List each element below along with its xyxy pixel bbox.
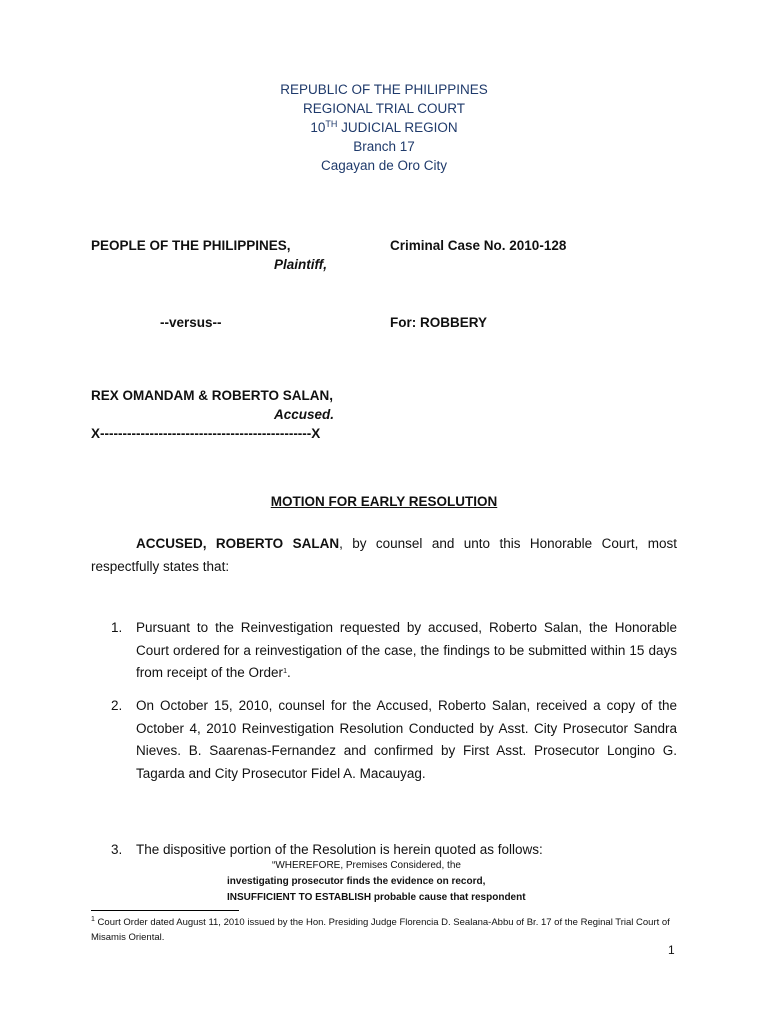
footnote-text: Court Order dated August 11, 2010 issued by the Hon. Presiding Judge Florencia D. Sealana-Abbu of Br. 17 of the Reginal Trial Court of Misamis Oriental. (91, 917, 670, 943)
list-item (91, 695, 677, 785)
item-text: On October 15, 2010, counsel for the Accused, Roberto Salan, received a copy of the October 4, 2010 Reinvestigation Resolution Conducted by Asst. City Prosecutor Sandra Nieves. B. Saarenas-Fernandez and confirmed by First Asst. Prosecutor Longino G. Tagarda and City Prosecutor Fidel A. Macauyag. (136, 698, 677, 781)
header-court: REGIONAL TRIAL COURT (302, 101, 466, 116)
accused-name: REX OMANDAM & ROBERTO SALAN, (91, 388, 334, 403)
case-number: Criminal Case No. 2010-128 (390, 238, 567, 253)
footnote (91, 915, 677, 945)
header-city: Cagayan de Oro City (320, 158, 448, 173)
item-text: Pursuant to the Reinvestigation requested by accused, Roberto Salan, the Honorable Court ordered for a reinvestigation of the case, the findings to be submitted within 15 days from receipt of the Order (136, 620, 677, 680)
intro-paragraph (91, 532, 677, 578)
header-republic: REPUBLIC OF THE PHILIPPINES (280, 82, 488, 97)
header-region: 10TH JUDICIAL REGION (310, 119, 458, 135)
quote-line3: INSUFFICIENT TO ESTABLISH probable cause that respondent (227, 892, 526, 903)
item-number: 1. (111, 620, 123, 635)
plaintiff-role: Plaintiff, (274, 257, 328, 272)
caption-separator: X-----------------------------------------------X (91, 426, 321, 441)
accused-role: Accused. (274, 407, 335, 422)
item-text: The dispositive portion of the Resolution is herein quoted as follows: (136, 842, 543, 857)
plaintiff-name: PEOPLE OF THE PHILIPPINES, (91, 238, 291, 253)
item-number: 2. (111, 698, 123, 713)
charge-label: For: ROBBERY (390, 315, 487, 330)
list-item: 1. Pursuant to the Reinvestigation requested by accused, Roberto Salan, the Honorable Court ordered for a reinvestigation of the case, the findings to be submitted within 15 days from receipt of the Order$^1$. (91, 617, 677, 685)
header-branch: Branch 17 (353, 139, 415, 154)
footnote-marker: 1 (91, 916, 95, 923)
item-number: 3. (111, 842, 123, 857)
quote-line2: investigating prosecutor finds the evidence on record, (227, 876, 486, 887)
footnote-ref: 1 (283, 668, 287, 675)
court-header (0, 80, 768, 175)
footnote-divider (91, 910, 239, 911)
resolution-quote (227, 858, 542, 906)
intro-accused: ACCUSED, ROBERTO SALAN (136, 536, 340, 551)
motion-title: MOTION FOR EARLY RESOLUTION (270, 494, 498, 509)
versus-label: --versus-- (160, 315, 222, 330)
intro-rest: , by counsel and unto this Honorable Court, most respectfully states that: (91, 536, 677, 574)
page-number: 1 (668, 943, 675, 957)
quote-line1: “WHEREFORE, Premises Considered, the (272, 860, 461, 871)
